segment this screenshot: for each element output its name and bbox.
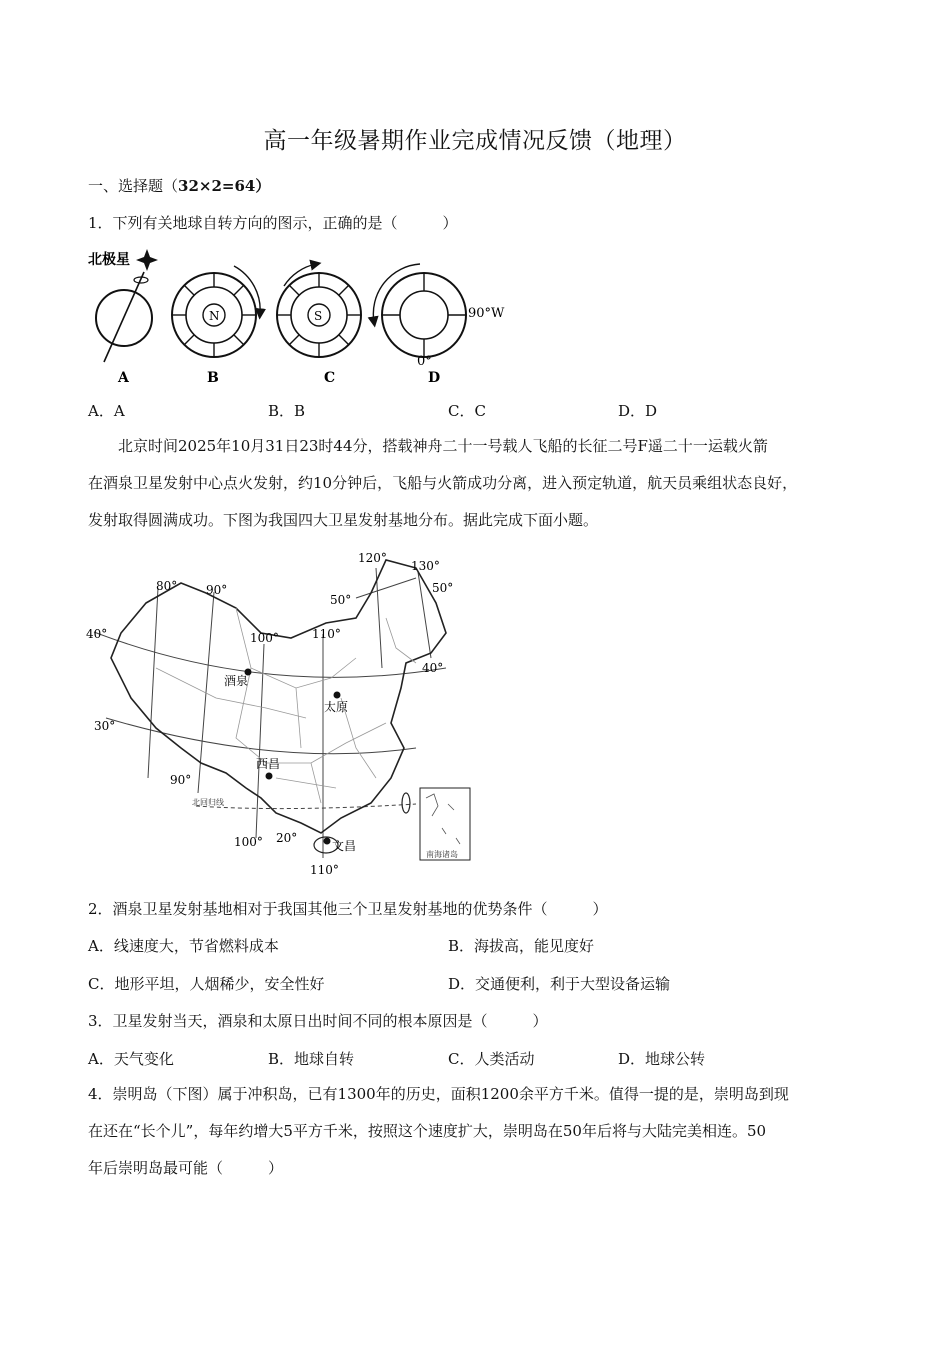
lon-100-bottom-label: 100° [234,835,263,849]
lon-90w-label: 90°W [468,306,505,321]
site-wenchang-marker [324,838,331,845]
polaris-star-icon [136,249,158,271]
lat-40-right-label: 40° [422,661,444,675]
q1-option-a: A．A [88,402,125,420]
rotation-figure [86,244,516,386]
lon-100-label: 100° [250,631,279,645]
south-pole-label: S [314,309,323,323]
q3-option-b: B．地球自转 [268,1050,355,1068]
q3-option-c: C．人类活动 [448,1050,535,1068]
q3-option-d: D．地球公转 [618,1050,706,1068]
site-taiyuan-label: 太原 [324,700,349,714]
q2-option-a: A．线速度大，节省燃料成本 [88,937,279,955]
lon-90-bottom-label: 90° [170,773,192,787]
polaris-label: 北极星 [88,252,130,268]
figure-label-a: A [118,370,129,386]
site-wenchang-label: 文昌 [332,839,357,853]
q4-line-2: 在还在“长个儿”，每年约增大5平方千米，按照这个速度扩大，崇明岛在50年后将与大陆完美相连。50 [88,1122,767,1140]
q2-option-d: D．交通便利，利于大型设备运输 [448,975,671,993]
lat-50-right-label: 50° [432,581,454,595]
passage-line-2: 在酒泉卫星发射中心点火发射，约10分钟后，飞船与火箭成功分离，进入预定轨道，航天员乘组状态良好， [88,474,798,492]
q1-option-c: C．C [448,402,486,420]
lon-130-label: 130° [411,559,440,573]
q3-option-a: A．天气变化 [88,1050,174,1068]
passage-line-1: 北京时间2025年10月31日23时44分，搭载神舟二十一号载人飞船的长征二号F遥二十一运载火箭 [118,437,768,455]
tropic-label: 北回归线 [192,798,224,807]
q1-option-b: B．B [268,402,306,420]
inset-label: 南海诸岛 [426,850,458,859]
q2-option-b: B．海拔高，能见度好 [448,937,595,955]
lon-120-label: 120° [358,551,387,565]
figure-label-d: D [428,370,441,386]
question-3-stem: 3．卫星发射当天，酒泉和太原日出时间不同的根本原因是（ ） [88,1012,548,1030]
site-xichang-label: 西昌 [256,757,281,771]
q4-line-1: 4．崇明岛（下图）属于冲积岛，已有1300年的历史，面积1200余平方千米。值得一提的是，崇明岛到现 [88,1085,789,1103]
question-2-stem: 2．酒泉卫星发射基地相对于我国其他三个卫星发射基地的优势条件（ ） [88,900,608,918]
q2-option-c: C．地形平坦，人烟稀少，安全性好 [88,975,325,993]
lat-40-left-label: 40° [86,627,108,641]
q1-option-d: D．D [618,402,658,420]
north-pole-label: N [209,309,220,323]
figure-label-c: C [324,370,336,386]
section-heading: 一、选择题（32×2=64） [88,177,271,195]
site-jiuquan-label: 酒泉 [224,674,249,688]
question-4-stem [88,1076,878,1187]
lon-0-label: 0° [417,354,432,369]
lon-110-label: 110° [312,627,341,641]
china-launch-sites-map [86,548,486,884]
lat-30-label: 30° [94,719,116,733]
lat-50-left-label: 50° [330,593,352,607]
q4-line-3: 年后崇明岛最可能（ ） [88,1159,284,1177]
question-1-stem: 1．下列有关地球自转方向的图示，正确的是（ ） [88,214,458,232]
passage-line-3: 发射取得圆满成功。下图为我国四大卫星发射基地分布。据此完成下面小题。 [88,511,599,529]
site-xichang-marker [266,773,273,780]
page-title: 高一年级暑期作业完成情况反馈（地理） [263,128,687,154]
site-taiyuan-marker [334,692,341,699]
passage [88,428,878,539]
lat-20-label: 20° [276,831,298,845]
lon-80-label: 80° [156,579,178,593]
figure-label-b: B [207,370,219,386]
lon-90-label: 90° [206,583,228,597]
globe-d [373,264,466,357]
lon-110-bottom-label: 110° [310,863,339,877]
